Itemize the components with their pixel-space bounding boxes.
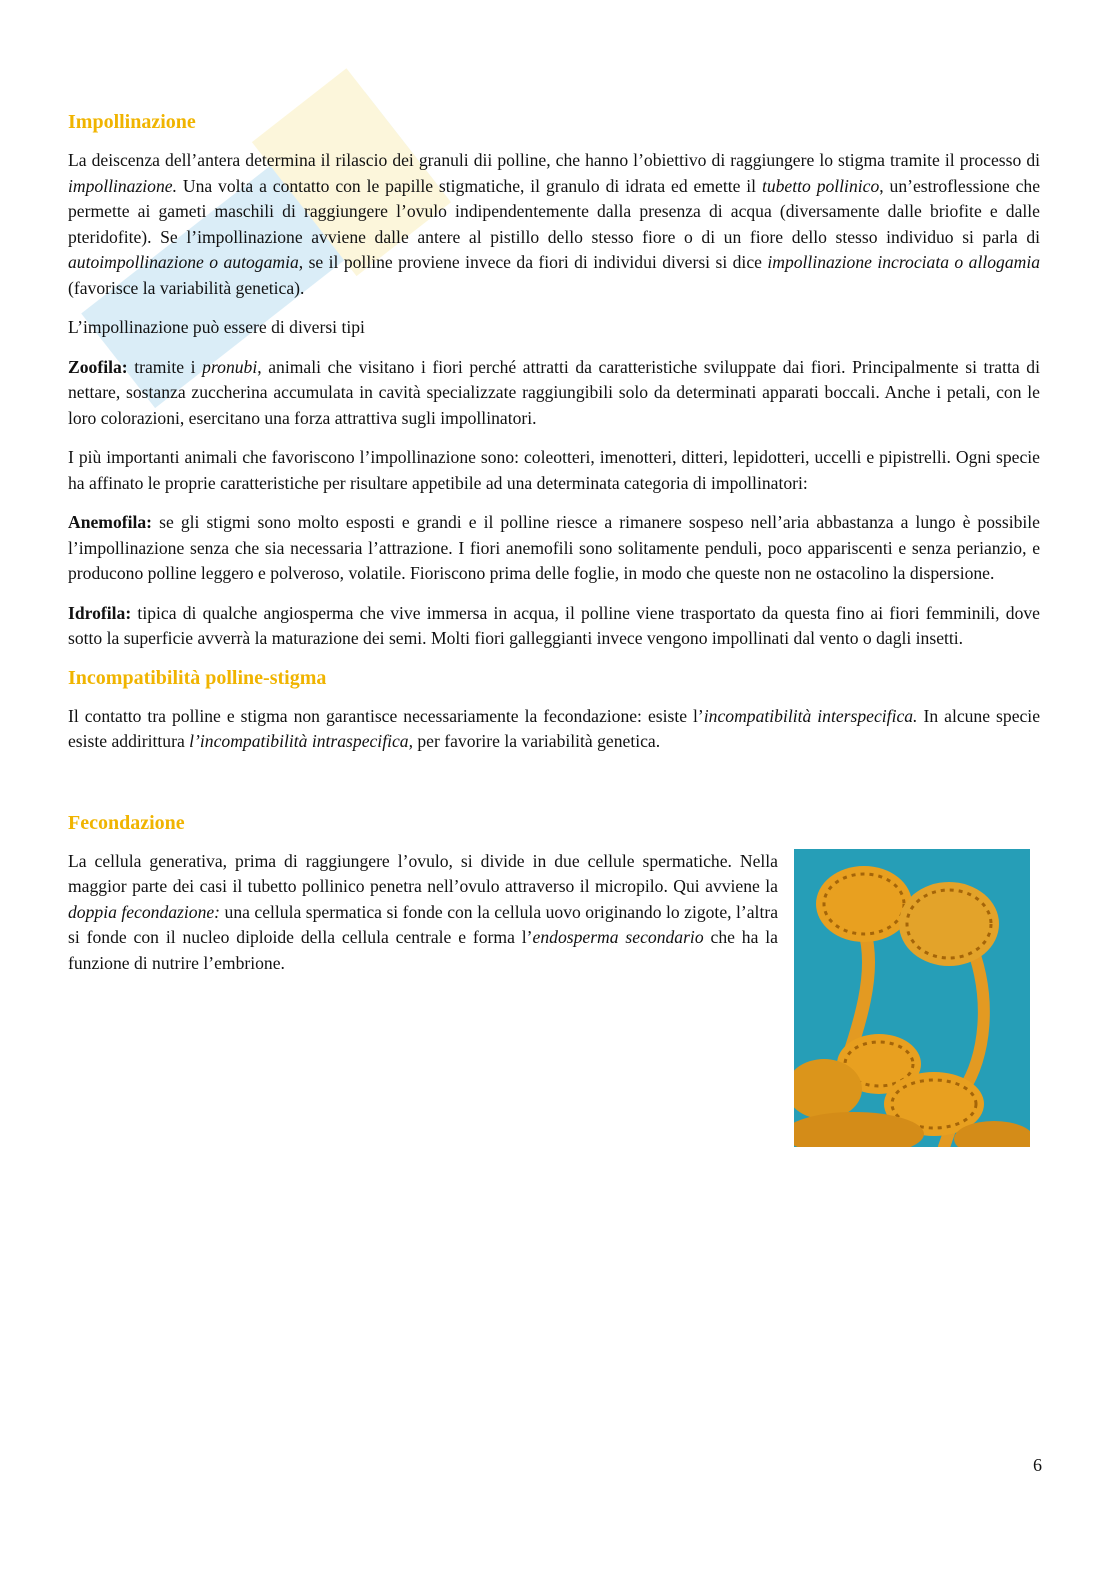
paragraph-anemofila: Anemofila: se gli stigmi sono molto esposti e grandi e il polline riesce a rimanere sospeso nell’aria abbastanza a lungo è possibile l’impollinazione senza che sia necessaria l’attrazione. I fiori anemofili sono solitamente penduli, poco appariscenti e senza perianzio, e producono polline leggero e polveroso, volatile. Fioriscono prima delle foglie, in modo che queste non ne ostacolino la dispersione. (68, 512, 1040, 583)
label-zoofila: Zoofila: (68, 356, 128, 377)
section-title-incompatibilita: Incompatibilità polline-stigma (68, 666, 327, 689)
paragraph-animali: I più importanti animali che favoriscono l’impollinazione sono: coleotteri, imenotteri, ditteri, lepidotteri, uccelli e pipistrelli. Ogni specie ha affinato le proprie caratteristiche per risultare appetibile ad una determinata categoria di impollinatori: (68, 447, 1040, 493)
term-autogamia: autoimpollinazione o autogamia (68, 252, 299, 272)
label-anemofila: Anemofila: (68, 512, 153, 532)
paragraph-impollinazione-intro: La deiscenza dell’antera determina il rilascio dei granuli dii polline, che hanno l’obiettivo di raggiungere lo stigma tramite il processo di impollinazione. Una volta a contatto con le papille stigmatiche, il granulo di idrata ed emette il tubetto pollinico, un’estroflessione che permette ai gameti maschili di raggiungere l’ovulo indipendentemente dalla presenza di acqua (diversamente dalle briofite e dalle pteridofite). Se l’impollinazione avviene dalle antere al pistillo dello stesso fiore o di un fiore dello stesso individuo si parla di autoimpollinazione o autogamia, se il polline proviene invece da fiori di individui diversi si dice impollinazione incrociata o allogamia (favorisce la variabilità genetica). (68, 150, 1041, 298)
paragraph-zoofila: Zoofila: tramite i pronubi, animali che visitano i fiori perché attratti da caratteristiche sviluppate dai fiori. Principalmente si tratta di nettare, sostanza zuccherina accumulata in cavità specializzate raggiungibili solo da determinati apparati boccali. Anche i petali, con le loro colorazioni, esercitano una forza attrattiva sugli impollinatori. (68, 356, 1040, 428)
label-idrofila: Idrofila: (68, 602, 132, 623)
pollen-micrograph-image (794, 849, 1030, 1147)
page-number: 6 (1033, 1455, 1042, 1475)
document-page (68, 110, 1040, 1147)
term-tubetto-pollinico: tubetto pollinico (761, 175, 880, 196)
paragraph-idrofila: Idrofila: tipica di qualche angiosperma che vive immersa in acqua, il polline viene trasportato da questa fino ai fiori femminili, dove sotto la superficie avverrà la maturazione dei semi. Molti fiori galleggianti invece vengono impollinati dal vento o dagli insetti. (68, 602, 1040, 648)
term-intraspecifica: l’incompatibilità intraspecifica, (189, 731, 413, 751)
section-title-impollinazione: Impollinazione (68, 111, 196, 133)
term-interspecifica: incompatibilità interspecifica. (703, 705, 918, 726)
section-title-fecondazione: Fecondazione (68, 811, 185, 834)
term-pronubi: pronubi (202, 356, 258, 377)
term-impollinazione: impollinazione. (68, 175, 177, 196)
paragraph-fecondazione: La cellula generativa, prima di raggiungere l’ovulo, si divide in due cellule spermatiche. Nella maggior parte dei casi il tubetto pollinico penetra nell’ovulo attraverso il micropilo. Qui avviene la doppia fecondazione: una cellula spermatica si fonde con la cellula uovo originando lo zigote, l’altra si fonde con il nucleo diploide della cellula centrale e forma l’endosperma secondario che ha la funzione di nutrire l’embrione. (68, 850, 778, 973)
paragraph-tipi: L’impollinazione può essere di diversi tipi (68, 317, 365, 337)
term-doppia-fecondazione: doppia fecondazione: (68, 901, 221, 922)
paragraph-incompatibilita: Il contatto tra polline e stigma non garantisce necessariamente la fecondazione: esiste l’incompatibilità interspecifica. In alcune specie esiste addirittura l’incompatibilità intraspecifica, per favorire la variabilità genetica. (68, 705, 1041, 751)
term-allogamia: impollinazione incrociata o allogamia (767, 252, 1041, 272)
term-endosperma-secondario: endosperma secondario (532, 927, 704, 947)
